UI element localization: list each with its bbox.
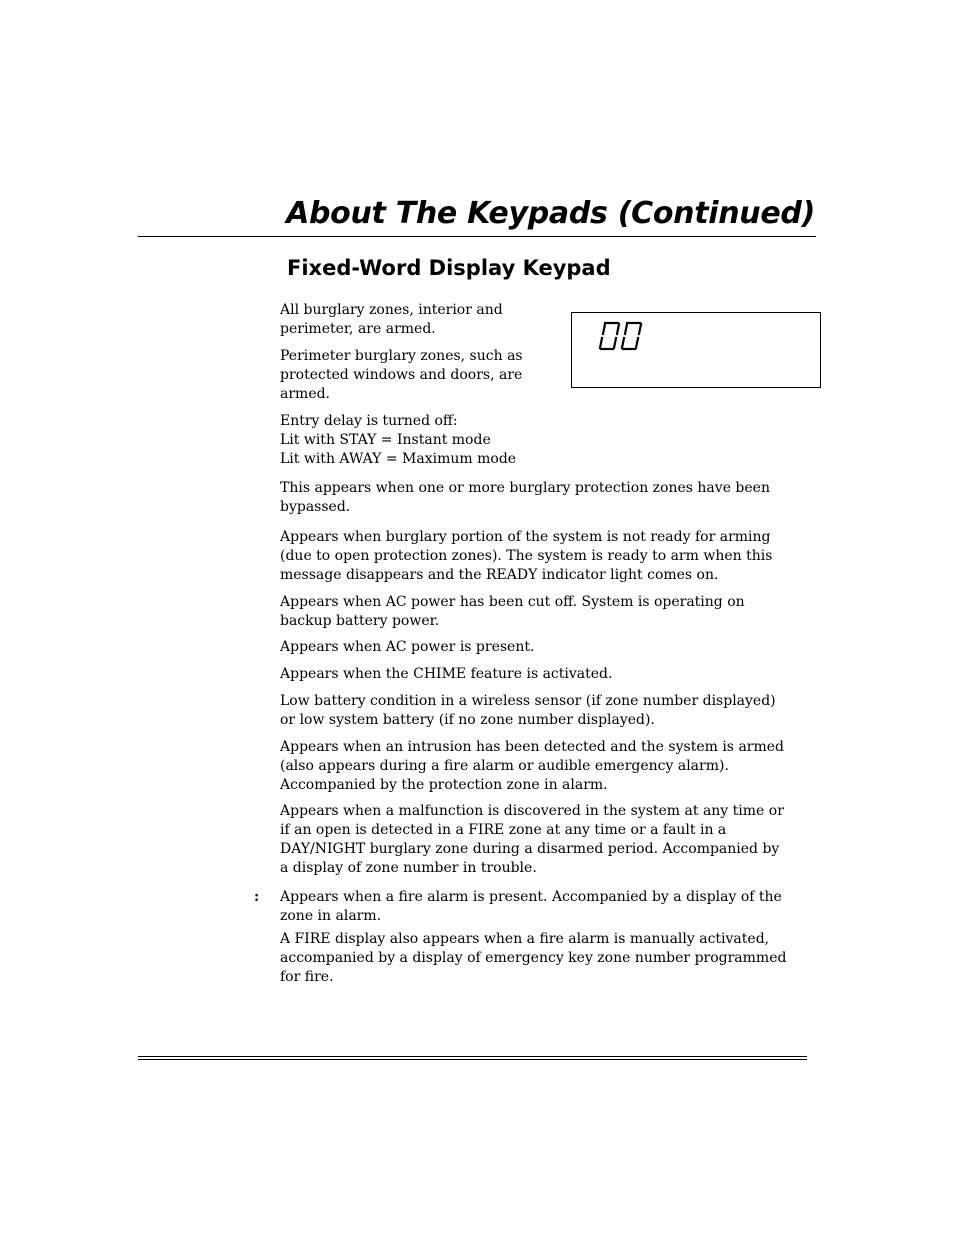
footer-rule-bottom [138, 1059, 807, 1060]
desc-alarm: Appears when an intrusion has been detected and the system is armed (also appears during a fire alarm or audible emergency alarm). Accompanied by the protection zone in alarm. [280, 739, 785, 793]
desc-armed-perimeter: Perimeter burglary zones, such as protected windows and doors, are armed. [280, 348, 523, 402]
digit-zero-2 [622, 323, 641, 349]
section-heading: Fixed-Word Display Keypad [287, 256, 611, 280]
desc-armed-all: All burglary zones, interior and perimeter, are armed. [280, 302, 503, 337]
desc-trouble: Appears when a malfunction is discovered in the system at any time or if an open is detected in a FIRE zone at any time or a fault in a DAY/NIGHT burglary zone during a disarmed period. Accompanied by a display of zone number in trouble. [280, 803, 784, 876]
desc-low-battery: Low battery condition in a wireless sensor (if zone number displayed) or low system battery (if no zone number displayed). [280, 693, 776, 728]
seven-segment-digits [598, 320, 646, 352]
keypad-display-illustration [571, 312, 821, 388]
desc-fire: Appears when a fire alarm is present. Accompanied by a display of the zone in alarm. [280, 889, 782, 924]
desc-chime: Appears when the CHIME feature is activated. [280, 666, 613, 682]
desc-ac-cut: Appears when AC power has been cut off. System is operating on backup battery power. [280, 594, 745, 629]
desc-ac-present: Appears when AC power is present. [280, 639, 535, 655]
desc-not-ready: Appears when burglary portion of the system is not ready for arming (due to open protection zones). The system is ready to arm when this message disappears and the READY indicator light comes on. [280, 529, 773, 583]
digit-zero-1 [600, 323, 619, 349]
fire-label-colon: : [254, 889, 260, 905]
footer-rule-top [138, 1056, 807, 1057]
title-rule [138, 236, 816, 237]
desc-entry-delay: Entry delay is turned off: Lit with STAY = Instant mode Lit with AWAY = Maximum mode [280, 413, 517, 467]
desc-bypassed: This appears when one or more burglary protection zones have been bypassed. [280, 480, 770, 515]
page-title: About The Keypads (Continued) [286, 196, 815, 231]
desc-fire-manual: A FIRE display also appears when a fire alarm is manually activated, accompanied by a display of emergency key zone number programmed for fire. [280, 931, 787, 985]
